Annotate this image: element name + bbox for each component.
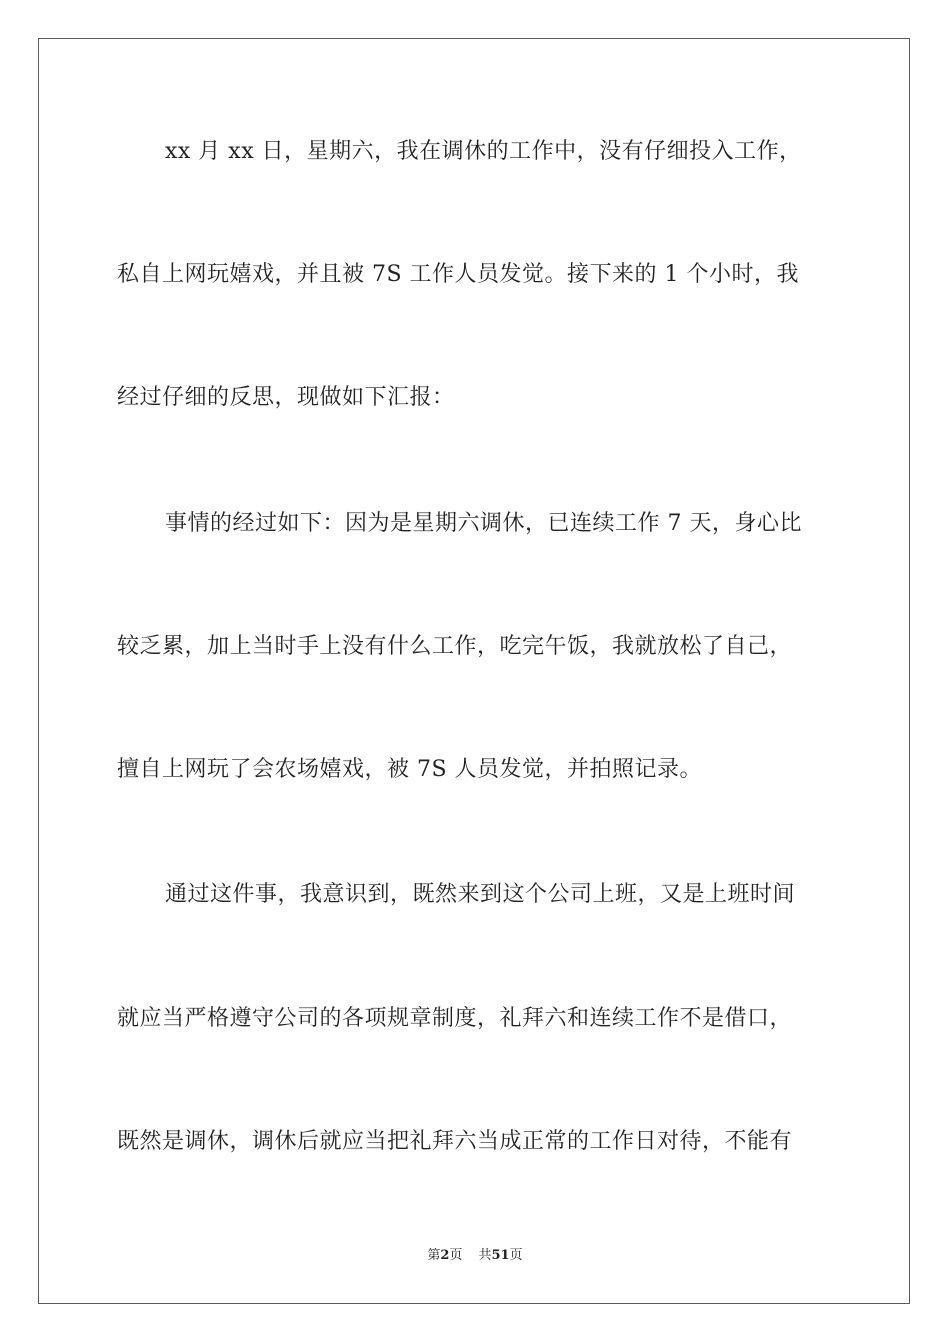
total-prefix: 共 bbox=[478, 1248, 492, 1263]
paragraph-2-line-1: 事情的经过如下：因为是星期六调休，已连续工作 7 天，身心比 bbox=[165, 511, 802, 536]
paragraph-2-line-2: 较乏累，加上当时手上没有什么工作，吃完午饭，我就放松了自己， bbox=[117, 634, 793, 659]
page-prefix: 第 bbox=[427, 1248, 441, 1263]
total-pages: 51 bbox=[491, 1248, 510, 1263]
page-border bbox=[38, 38, 910, 1304]
paragraph-2-line-3: 擅自上网玩了会农场嬉戏，被 7S 人员发觉，并拍照记录。 bbox=[117, 757, 703, 782]
paragraph-3-line-1: 通过这件事，我意识到，既然来到这个公司上班，又是上班时间 bbox=[165, 882, 796, 907]
page-suffix: 页 bbox=[449, 1248, 463, 1263]
paragraph-3-line-2: 就应当严格遵守公司的各项规章制度，礼拜六和连续工作不是借口， bbox=[117, 1006, 793, 1031]
page-footer bbox=[0, 1247, 950, 1265]
total-suffix: 页 bbox=[509, 1248, 523, 1263]
paragraph-1-line-1: xx 月 xx 日，星期六，我在调休的工作中，没有仔细投入工作， bbox=[165, 139, 802, 164]
paragraph-3-line-3: 既然是调休，调休后就应当把礼拜六当成正常的工作日对待，不能有 bbox=[117, 1129, 793, 1154]
paragraph-1-line-2: 私自上网玩嬉戏，并且被 7S 工作人员发觉。接下来的 1 个小时，我 bbox=[117, 262, 800, 287]
page-number: 2 bbox=[440, 1248, 450, 1263]
paragraph-1-line-3: 经过仔细的反思，现做如下汇报： bbox=[117, 385, 455, 410]
